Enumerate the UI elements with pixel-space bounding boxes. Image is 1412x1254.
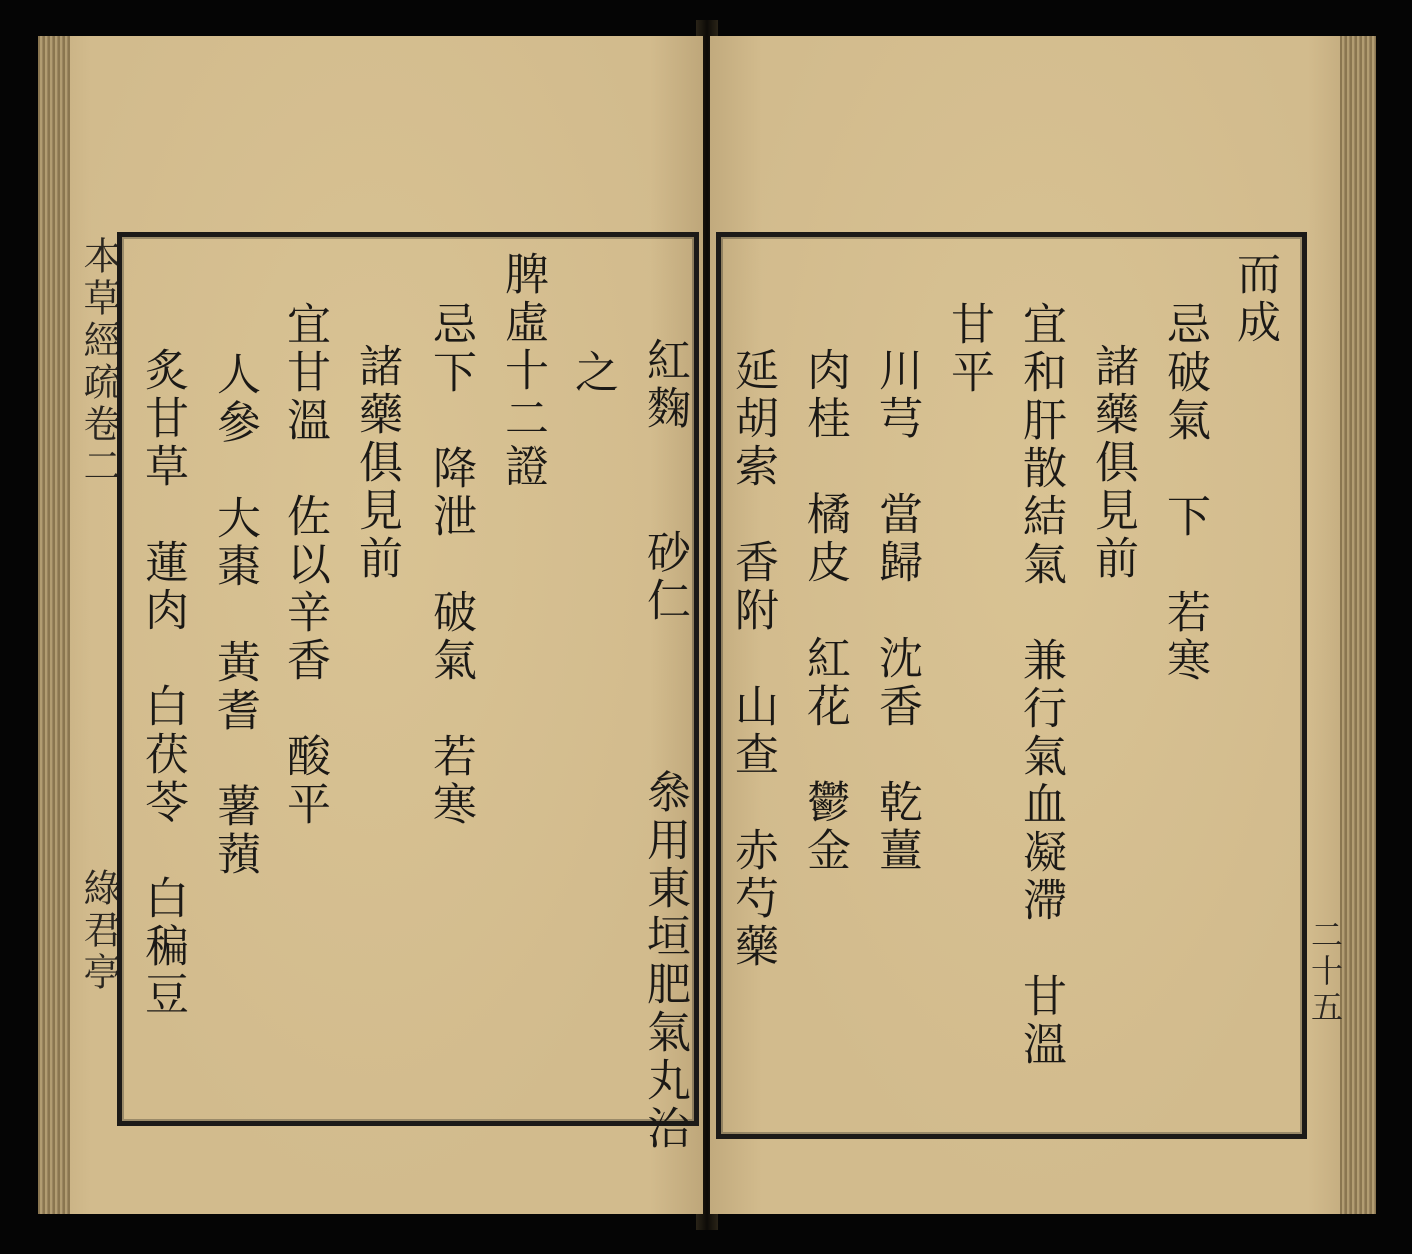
text-column-3: 諸藥俱見前 [1087, 343, 1138, 583]
text-column-7: 肉桂 橘皮 紅花 鬱金 [799, 347, 850, 875]
text-column-5: 甘平 [943, 301, 994, 397]
text-column-8: 炙甘草 蓮肉 白茯苓 白稨豆 [137, 347, 188, 1019]
text-column-3: 脾虛十二證 [497, 251, 548, 491]
left-text-frame [117, 232, 699, 1153]
right-page-edge [1340, 36, 1376, 1214]
page-number: 二十五 [1306, 918, 1344, 1026]
book-title-margin: 本草經疏卷二 [77, 236, 121, 488]
right-text-frame [716, 232, 1307, 1139]
text-column-8: 延胡索 香附 山查 赤芍藥 [727, 347, 778, 971]
text-column-6: 宜甘溫 佐以辛香 酸平 [279, 301, 330, 829]
left-page-edge [38, 36, 70, 1214]
text-column-4: 宜和肝散結氣 兼行氣血凝滯 甘溫 [1015, 301, 1066, 1069]
text-column-4: 忌下 降泄 破氣 若寒 [425, 301, 476, 829]
text-column-2: 之 [567, 349, 618, 397]
text-column-2: 忌破氣 下 若寒 [1159, 301, 1210, 685]
text-column-7: 人參 大棗 黃耆 薯蕷 [209, 351, 260, 879]
text-column-6: 川芎 當歸 沈香 乾薑 [871, 347, 922, 875]
text-column-5: 諸藥俱見前 [351, 343, 402, 583]
publisher-margin: 綠君亭 [77, 868, 121, 994]
text-column-1: 而成 [1229, 251, 1280, 347]
text-column-1: 紅麴 砂仁 叅用東垣肥氣丸治 [639, 337, 690, 1153]
